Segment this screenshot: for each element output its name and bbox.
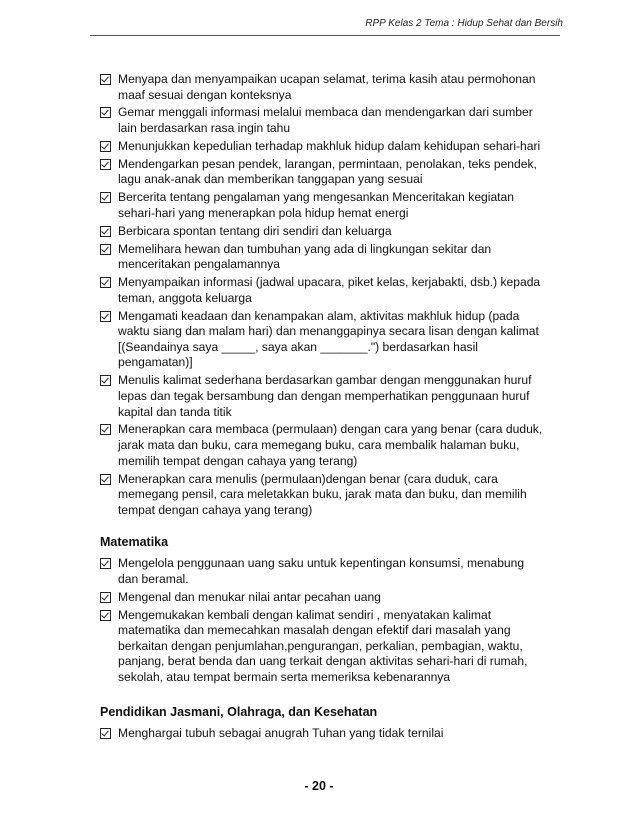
list-item: Menulis kalimat sederhana berdasarkan gambar dengan menggunakan huruf lepas dan tegak bersambung dan dengan memperhatikan penggunaan huruf kapital dan tanda titik (100, 373, 570, 420)
checkbox-checked-icon (100, 141, 111, 152)
list-item: Mengenal dan menukar nilai antar pecahan uang (100, 590, 570, 606)
checkbox-checked-icon (100, 728, 111, 739)
page-content (100, 72, 570, 744)
checkbox-checked-icon (100, 277, 111, 288)
list-item: Menyampaikan informasi (jadwal upacara, piket kelas, kerjabakti, dsb.) kepada teman, anggota keluarga (100, 275, 570, 306)
checkbox-checked-icon (100, 424, 111, 435)
checkbox-checked-icon (100, 159, 111, 170)
checkbox-checked-icon (100, 474, 111, 485)
pjok-list (100, 726, 570, 742)
checkbox-checked-icon (100, 192, 111, 203)
running-header: RPP Kelas 2 Tema : Hidup Sehat dan Bersih (365, 18, 563, 29)
checkbox-checked-icon (100, 74, 111, 85)
list-item: Menyapa dan menyampaikan ucapan selamat, terima kasih atau permohonan maaf sesuai dengan konteksnya (100, 72, 570, 103)
list-item: Mengemukakan kembali dengan kalimat sendiri , menyatakan kalimat matematika dan memecahkan masalah dengan efektif dari masalah yang berkaitan dengan penjumlahan,pengurangan, perkalian, pembagian, waktu, panjang, berat benda dan uang terkait dengan aktivitas sehari-hari di rumah, sekolah, atau tempat bermain serta memeriksa kebenarannya (100, 608, 570, 686)
competency-list (100, 72, 570, 518)
list-item: Menerapkan cara membaca (permulaan) dengan cara yang benar (cara duduk, jarak mata dan buku, cara memegang buku, cara membalik halaman buku, memilih tempat dengan cahaya yang terang) (100, 422, 570, 469)
list-item: Menerapkan cara menulis (permulaan)dengan benar (cara duduk, cara memegang pensil, cara meletakkan buku, jarak mata dan buku, dan memilih tempat dengan cahaya yang terang) (100, 472, 570, 519)
checkbox-checked-icon (100, 311, 111, 322)
header-divider (90, 35, 560, 36)
checkbox-checked-icon (100, 375, 111, 386)
list-item: Memelihara hewan dan tumbuhan yang ada di lingkungan sekitar dan menceritakan pengalamannya (100, 242, 570, 273)
list-item: Menunjukkan kepedulian terhadap makhluk hidup dalam kehidupan sehari-hari (100, 139, 570, 155)
list-item: Mengamati keadaan dan kenampakan alam, aktivitas makhluk hidup (pada waktu siang dan malam hari) dan menanggapinya secara lisan dengan kalimat [(Seandainya saya _____, saya akan _______.") berdasarkan hasil pengamatan)] (100, 309, 570, 371)
checkbox-checked-icon (100, 592, 111, 603)
list-item: Mengelola penggunaan uang saku untuk kepentingan konsumsi, menabung dan beramal. (100, 556, 570, 587)
checkbox-checked-icon (100, 610, 111, 621)
page-number: - 20 - (304, 779, 334, 793)
section-title-matematika: Matematika (100, 535, 169, 550)
list-item: Bercerita tentang pengalaman yang mengesankan Menceritakan kegiatan sehari-hari yang menerapkan pola hidup hemat energi (100, 190, 570, 221)
list-item: Berbicara spontan tentang diri sendiri dan keluarga (100, 224, 570, 240)
list-item: Mendengarkan pesan pendek, larangan, permintaan, penolakan, teks pendek, lagu anak-anak dan memberikan tanggapan yang sesuai (100, 157, 570, 188)
section-title-pjok: Pendidikan Jasmani, Olahraga, dan Kesehatan (100, 704, 378, 719)
checkbox-checked-icon (100, 244, 111, 255)
list-item: Gemar menggali informasi melalui membaca dan mendengarkan dari sumber lain berdasarkan rasa ingin tahu (100, 105, 570, 136)
checkbox-checked-icon (100, 226, 111, 237)
matematika-list (100, 556, 570, 685)
checkbox-checked-icon (100, 107, 111, 118)
list-item: Menghargai tubuh sebagai anugrah Tuhan yang tidak ternilai (100, 726, 570, 742)
checkbox-checked-icon (100, 558, 111, 569)
